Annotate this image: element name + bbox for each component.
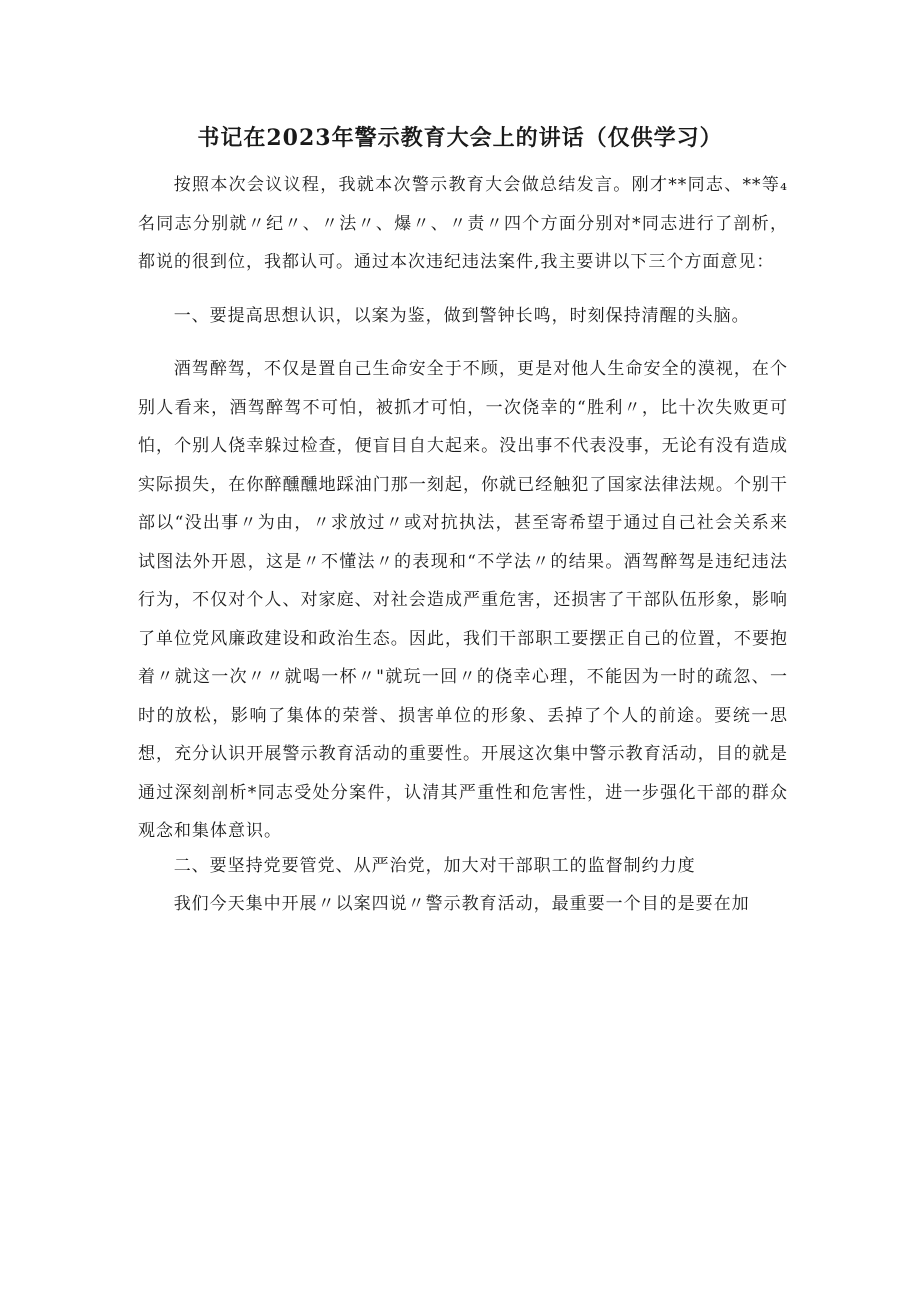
paragraph-section-2: 我们今天集中开展〃以案四说〃警示教育活动，最重要一个目的是要在加 [173, 894, 750, 914]
section-heading-1: 一、要提高思想认识，以案为鉴，做到警钟长鸣，时刻保持清醒的头脑。 [173, 305, 750, 326]
section-heading-2: 二、要坚持党要管党、从严治党，加大对干部职工的监督制约力度 [173, 855, 696, 876]
document-body [138, 166, 788, 924]
paragraph-intro: 按照本次会议议程，我就本次警示教育大会做总结发言。刚才**同志、**等₄名同志分别就〃纪〃、〃法〃、爆〃、〃责〃四个方面分别对*同志进行了剖析，都说的很到位，我都认可。通过本次违纪违法案件,我主要讲以下三个方面意见： [138, 175, 788, 272]
paragraph-drunk-driving: 酒驾醉驾，不仅是置自己生命安全于不顾，更是对他人生命安全的漠视，在个别人看来，酒驾醉驾不可怕，被抓才可怕，一次侥幸的“胜利〃，比十次失败更可怕，个别人侥幸躲过检查，便盲目自大起来。没出事不代表没事，无论有没有造成实际损失，在你醉醺醺地踩油门那一刻起，你就已经触犯了国家法律法规。个别干部以“没出事〃为由，〃求放过〃或对抗执法，甚至寄希望于通过自己社会关系来试图法外开恩，这是〃不懂法〃的表现和“不学法〃的结果。酒驾醉驾是违纪违法行为，不仅对个人、对家庭、对社会造成严重危害，还损害了干部队伍形象，影响了单位党风廉政建设和政治生态。因此，我们干部职工要摆正自己的位置，不要抱着〃就这一次〃〃就喝一杯〃"就玩一回〃的侥幸心理，不能因为一时的疏忽、一时的放松，影响了集体的荣誉、损害单位的形象、丢掉了个人的前途。要统一思想，充分认识开展警示教育活动的重要性。开展这次集中警示教育活动，目的就是通过深刻剖析*同志受处分案件，认清其严重性和危害性，进一步强化干部的群众观念和集体意识。 [138, 359, 788, 841]
document-title: 书记在2023年警示教育大会上的讲话（仅供学习） [197, 125, 723, 151]
